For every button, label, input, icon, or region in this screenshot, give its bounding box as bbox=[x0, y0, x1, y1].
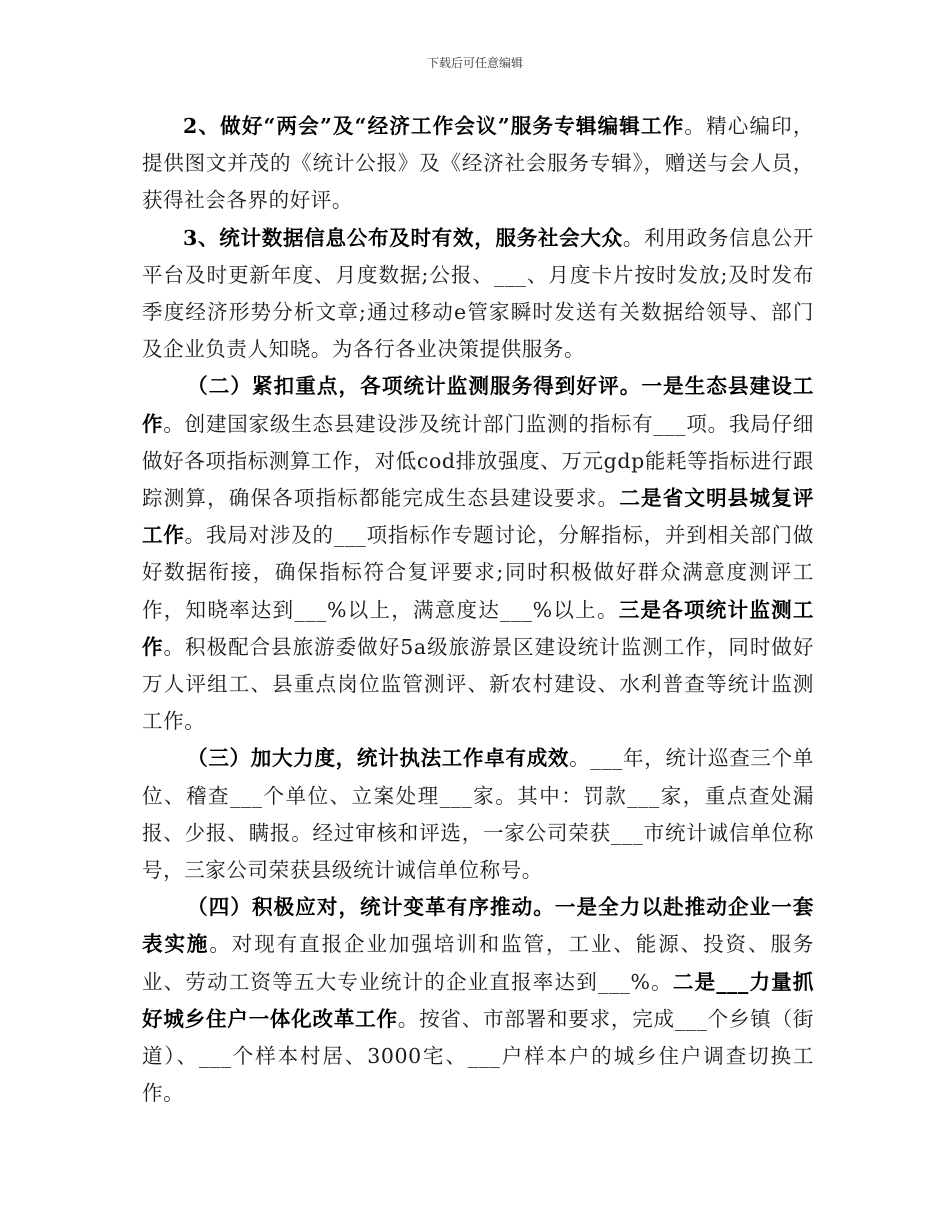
paragraph-text: 。___年，统计巡查三个单位、稽查___个单位、立案处理___家。其中：罚款___家，重点查处漏报、少报、瞒报。经过审核和评选，一家公司荣获___市统计诚信单位称号，三家公司荣获县级统计诚信单位称号。 bbox=[142, 746, 814, 883]
paragraph-section-three bbox=[142, 740, 814, 889]
paragraph-text: 。精心编印，提供图文并茂的《统计公报》及《经济社会服务专辑》，赠送与会人员，获得社会各界的好评。 bbox=[142, 114, 814, 213]
paragraph-section-two bbox=[142, 368, 814, 740]
paragraph-text: 。按省、市部署和要求，完成___个乡镇（街道）、___个样本村居、3000宅、___户样本户的城乡住户调查切换工作。 bbox=[142, 1006, 814, 1106]
section-heading: （二）紧扣重点，各项统计监测服务得到好评。一是生态县建设工作 bbox=[142, 374, 814, 436]
paragraph-heading: 3、统计数据信息公布及时有效，服务社会大众 bbox=[183, 225, 623, 250]
paragraph-section-four bbox=[142, 889, 814, 1112]
page-header: 下载后可任意编辑 bbox=[426, 56, 523, 70]
paragraph-text: 。对现有直报企业加强培训和监管，工业、能源、投资、服务业、劳动工资等五大专业统计的企业直报率达到___%。 bbox=[142, 932, 814, 994]
paragraph-heading: 2、做好“两会”及“经济工作会议”服务专辑编辑工作 bbox=[183, 114, 685, 138]
paragraph-text: 。积极配合县旅游委做好5a级旅游景区建设统计监测工作，同时做好万人评组工、县重点岗位监管测评、新农村建设、水利普查等统计监测工作。 bbox=[142, 634, 814, 734]
paragraph-data-release bbox=[142, 220, 814, 369]
paragraph-text: 。创建国家级生态县建设涉及统计部门监测的指标有___项。我局仔细做好各项指标测算工作，对低cod排放强度、万元gdp能耗等指标进行跟踪测算，确保各项指标都能完成生态县建设要求。 bbox=[142, 411, 814, 511]
section-heading: （四）积极应对，统计变革有序推动。一是全力以赴推动企业一套表实施 bbox=[142, 895, 814, 957]
document-body bbox=[142, 108, 814, 1112]
paragraph-text: 。我局对涉及的___项指标作专题讨论，分解指标，并到相关部门做好数据衔接，确保指标符合复评要求;同时积极做好群众满意度测评工作，知晓率达到___%以上，满意度达___%以上。 bbox=[142, 523, 814, 622]
item-heading: 二是___力量抓好城乡住户一体化改革工作 bbox=[142, 969, 814, 1031]
item-heading: 二是省文明县城复评工作 bbox=[142, 486, 814, 548]
paragraph-two-sessions bbox=[142, 108, 814, 220]
item-heading: 三是各项统计监测工作 bbox=[142, 597, 814, 659]
section-heading: （三）加大力度，统计执法工作卓有成效 bbox=[187, 746, 570, 771]
paragraph-text: 。利用政务信息公开平台及时更新年度、月度数据;公报、___、月度卡片按时发放;及时发布季度经济形势分析文章;通过移动e管家瞬时发送有关数据给领导、部门及企业负责人知晓。为各行各业决策提供服务。 bbox=[142, 225, 814, 362]
